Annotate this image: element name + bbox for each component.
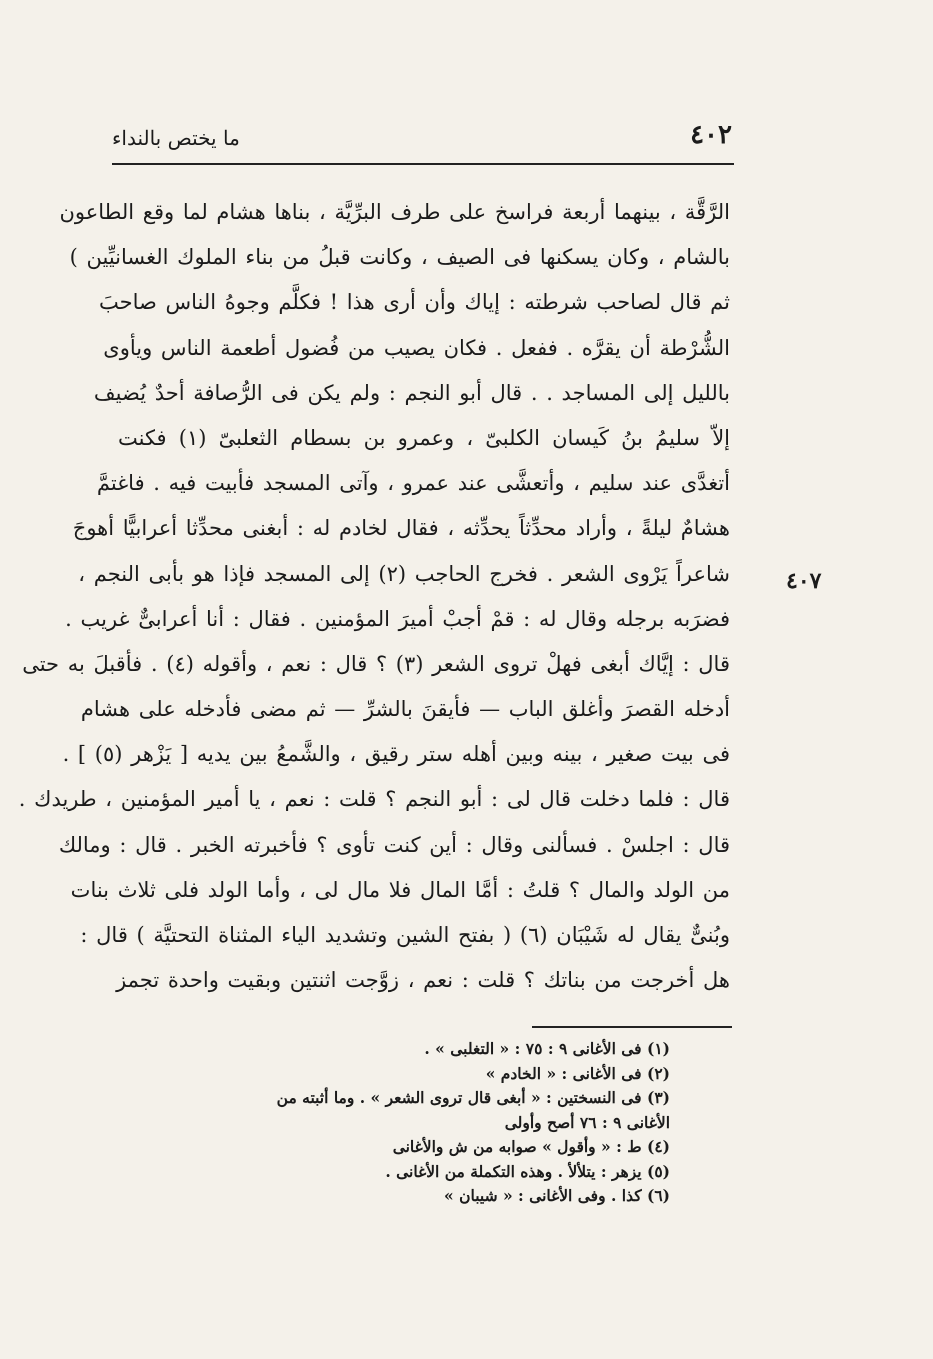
body-text <box>18 190 730 1003</box>
footnote: (٥) يزهر : يتلألأ . وهذه التكملة من الأغانى . <box>385 1161 670 1181</box>
margin-reference-number: ٤٠٧ <box>786 568 822 594</box>
footnote-rule <box>532 1026 732 1028</box>
text-line: الشُّرْطة أن يقرَّه . ففعل . فكان يصيب من فُضول أطعمة الناس ويأوى <box>103 335 730 360</box>
text-line: هل أخرجت من بناتك ؟ قلت : نعم ، زوَّجت اثنتين وبقيت واحدة تجمز <box>116 968 730 993</box>
page-header <box>112 120 732 160</box>
text-line: الرَّقَّة ، بينهما أربعة فراسخ على طرف البرِّيَّة ، بناها هشام لما وقع الطاعون <box>59 200 730 224</box>
footnotes <box>106 1037 670 1209</box>
text-line: بالليل إلى المساجد . . قال أبو النجم : ولم يكن فى الرُّصافة أحدٌ يُضيف <box>93 380 730 405</box>
header-rule <box>112 163 734 165</box>
running-title: ما يختص بالنداء <box>112 126 240 150</box>
text-line: ثم قال لصاحب شرطته : إياك وأن أرى هذا ! فكلَّم وجوهُ الناس صاحبَ <box>98 290 730 315</box>
footnote: (١) فى الأغانى ٩ : ٧٥ : « التغلبى » . <box>424 1039 670 1058</box>
text-line: من الولد والمال ؟ قلتُ : أمَّا المال فلا مال لى ، وأما الولد فلى ثلاث بنات <box>70 877 730 902</box>
footnote-continuation: الأغانى ٩ : ٧٦ أصح وأولى <box>504 1112 670 1132</box>
text-line: إلاّ سليمُ بنُ كَيسان الكلبىّ ، وعمرو بن بسطام الثعلبىّ (١) فكنت <box>118 425 730 450</box>
footnote: (٢) فى الأغانى : « الخادم » <box>485 1063 670 1083</box>
footnote: (٤) ط : « وأقول » صوابه من ش والأغانى <box>392 1137 670 1156</box>
text-line: شاعراً يَرْوى الشعر . فخرج الحاجب (٢) إلى المسجد فإذا هو بأبى النجم ، <box>78 561 730 586</box>
footnote: (٣) فى النسختين : « أبغى قال تروى الشعر » . وما أثبته من <box>276 1088 670 1107</box>
text-line: فضرَبه برجله وقال له : قمْ أجبْ أميرَ المؤمنين . فقال : أنا أعرابىٌّ غريب . <box>65 606 730 631</box>
text-line: أدخله القصرَ وأغلق الباب — فأيقنَ بالشرِّ — ثم مضى فأدخله على هشام <box>80 697 730 722</box>
text-line: قال : فلما دخلت قال لى : أبو النجم ؟ قلت : نعم ، يا أمير المؤمنين ، طريدك . <box>18 787 730 812</box>
text-line: فى بيت صغير ، بينه وبين أهله ستر رقيق ، والشَّمعُ بين يديه [ يَزْهر (٥) ] . <box>62 742 730 767</box>
text-line: وبُنىٌّ يقال له شَيْبَان (٦) ( بفتح الشين وتشديد الياء المثناة التحتيَّة ) قال : <box>80 923 730 947</box>
text-line: بالشام ، وكان يسكنها فى الصيف ، وكانت قبلُ من بناء الملوك الغسانيِّين ) <box>69 245 730 270</box>
page-number: ٤٠٢ <box>690 120 732 150</box>
text-line: أتغدَّى عند سليم ، وأتعشَّى عند عمرو ، وآتى المسجد فأبيت فيه . فاغتمَّ <box>96 471 730 496</box>
text-line: قال : إيَّاك أبغى فهلْ تروى الشعر (٣) ؟ قال : نعم ، وأقوله (٤) . فأقبلَ به حتى <box>22 651 730 676</box>
text-line: هشامٌ ليلةً ، وأراد محدِّثاً يحدِّثه ، فقال لخادم له : أبغنى محدِّثا أعرابيًّا أهوجَ <box>72 516 730 541</box>
footnote: (٦) كذا . وفى الأغانى : « شيبان » <box>444 1186 670 1205</box>
text-line: قال : اجلسْ . فسألنى وقال : أين كنت تأوى ؟ فأخبرته الخبر . قال : ومالك <box>58 832 730 857</box>
